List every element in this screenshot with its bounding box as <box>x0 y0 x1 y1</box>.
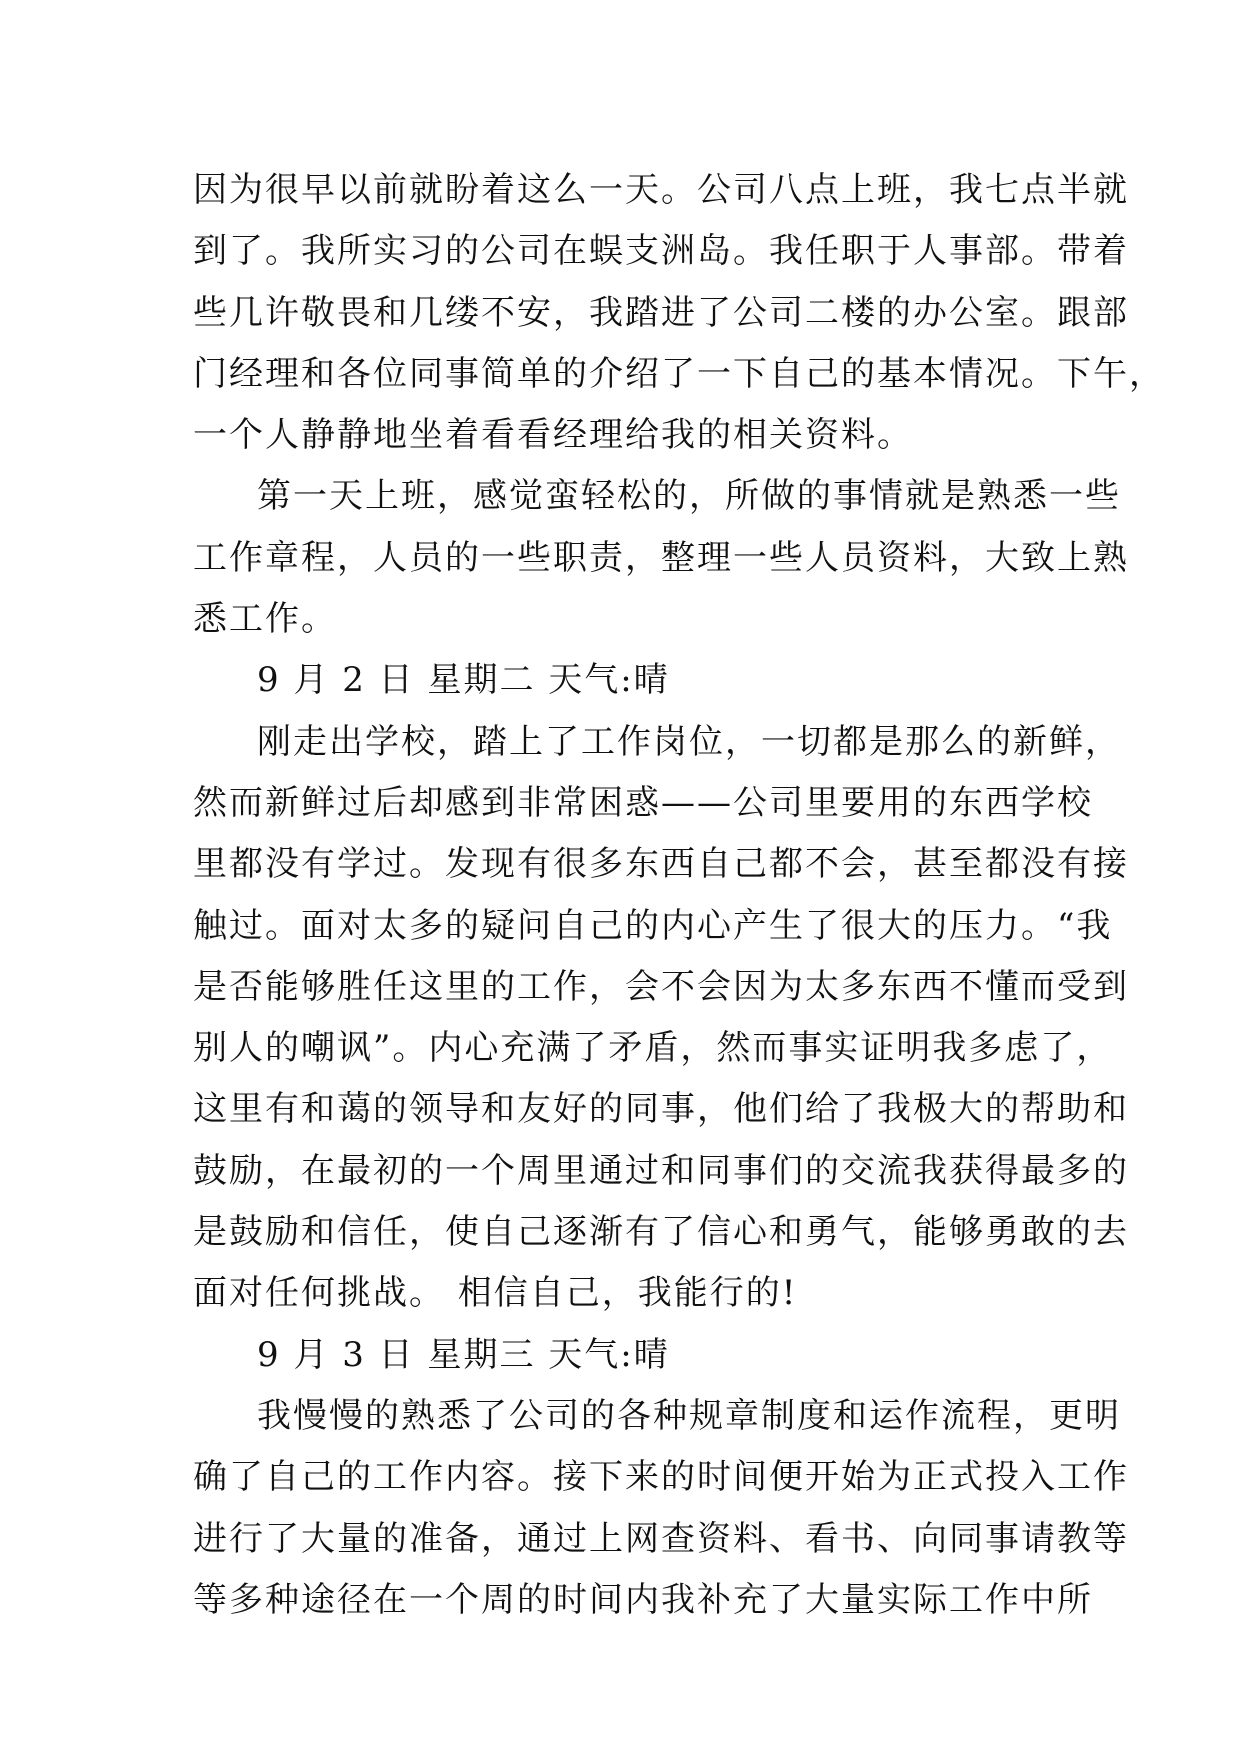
paragraph-line: 门经理和各位同事简单的介绍了一下自己的基本情况。下午， <box>193 353 1165 394</box>
paragraph-line: 里都没有学过。发现有很多东西自己都不会，甚至都没有接 <box>193 844 1129 885</box>
paragraph-line: 鼓励，在最初的一个周里通过和同事们的交流我获得最多的 <box>193 1150 1129 1191</box>
paragraph-line: 刚走出学校，踏上了工作岗位，一切都是那么的新鲜， <box>257 721 1121 762</box>
paragraph-line: 这里有和蔼的领导和友好的同事，他们给了我极大的帮助和 <box>193 1089 1129 1130</box>
paragraph-line: 第一天上班，感觉蛮轻松的，所做的事情就是熟悉一些 <box>257 476 1121 517</box>
paragraph-line: 确了自己的工作内容。接下来的时间便开始为正式投入工作 <box>193 1457 1129 1498</box>
date-heading: 9 月 3 日 星期三 天气:晴 <box>257 1334 670 1375</box>
paragraph-line: 进行了大量的准备，通过上网查资料、看书、向同事请教等 <box>193 1518 1129 1559</box>
paragraph-line: 面对任何挑战。 相信自己，我能行的! <box>193 1273 798 1314</box>
paragraph-line: 等多种途径在一个周的时间内我补充了大量实际工作中所 <box>193 1579 1093 1620</box>
paragraph-line: 别人的嘲讽”。内心充满了矛盾，然而事实证明我多虑了， <box>193 1028 1113 1069</box>
document-body <box>193 160 1165 1631</box>
paragraph-line: 工作章程，人员的一些职责，整理一些人员资料，大致上熟 <box>193 537 1129 578</box>
paragraph-line: 一个人静静地坐着看看经理给我的相关资料。 <box>193 415 913 456</box>
paragraph-line: 是否能够胜任这里的工作，会不会因为太多东西不懂而受到 <box>193 966 1129 1007</box>
paragraph-line: 我慢慢的熟悉了公司的各种规章制度和运作流程，更明 <box>257 1395 1121 1436</box>
date-heading: 9 月 2 日 星期二 天气:晴 <box>257 660 670 701</box>
paragraph-line: 到了。我所实习的公司在蜈支洲岛。我任职于人事部。带着 <box>193 231 1129 272</box>
paragraph-line: 触过。面对太多的疑问自己的内心产生了很大的压力。“我 <box>193 905 1113 946</box>
paragraph-line: 因为很早以前就盼着这么一天。公司八点上班，我七点半就 <box>193 170 1129 210</box>
paragraph-line: 然而新鲜过后却感到非常困惑——公司里要用的东西学校 <box>193 782 1093 823</box>
paragraph-line: 些几许敬畏和几缕不安，我踏进了公司二楼的办公室。跟部 <box>193 292 1129 333</box>
paragraph-line: 悉工作。 <box>193 599 337 640</box>
paragraph-line: 是鼓励和信任，使自己逐渐有了信心和勇气，能够勇敢的去 <box>193 1212 1129 1253</box>
